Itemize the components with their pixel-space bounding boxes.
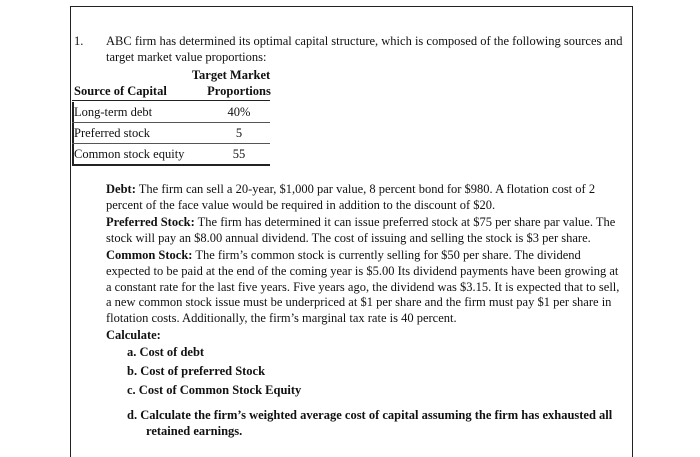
- preferred-text: The firm has determined it can issue preferred stock at $75 per share par value. The stock will pay an $8.00 annual dividend. The cost of issuing and selling the stock is $3 per share.: [106, 215, 616, 245]
- item-d-line2: retained earnings.: [146, 423, 243, 438]
- table-cell-source: Long-term debt: [74, 105, 153, 119]
- common-label: Common Stock:: [106, 248, 193, 263]
- item-b: b. Cost of preferred Stock: [127, 364, 266, 378]
- table-header-row: [72, 84, 270, 101]
- item-c: c. Cost of Common Stock Equity: [127, 383, 302, 397]
- table-row: [72, 144, 270, 166]
- table-row: [72, 102, 270, 123]
- item-a: a. Cost of debt: [127, 345, 205, 359]
- common-paragraph: [106, 248, 626, 326]
- debt-label: Debt:: [106, 182, 136, 196]
- table-header-source: Source of Capital: [74, 84, 167, 98]
- common-text: The firm’s common stock is currently selling for $50 per share. The dividend expected to be paid at the end of the coming year is $5.00 Its dividend payments have been growing at a constant rate for the last five years. Five years ago, the dividend was $3.15. It is expected that to sell, a new common stock issue must be underpriced at $1 per share and the firm must pay $1 per share in flotation costs. Additionally, the firm’s marginal tax rate is 40 percent.: [106, 248, 620, 325]
- table-header-proportions: Proportions: [207, 84, 271, 98]
- table-cell-proportion: 5: [235, 126, 243, 140]
- item-d-line1: d. Calculate the firm’s weighted average cost of capital assuming the firm has exhausted all: [127, 408, 613, 422]
- table-cell-source: Common stock equity: [74, 147, 185, 161]
- table-row: [72, 123, 270, 144]
- debt-paragraph: [106, 182, 626, 213]
- table-header-target-market: Target Market: [191, 68, 271, 82]
- question-number: 1.: [74, 34, 84, 48]
- preferred-label: Preferred Stock:: [106, 215, 195, 230]
- debt-text: The firm can sell a 20-year, $1,000 par value, 8 percent bond for $980. A flotation cost of 2 percent of the face value would be required in addition to the discount of $20.: [106, 182, 596, 212]
- item-d: [127, 408, 627, 439]
- table-cell-proportion: 40%: [227, 105, 251, 119]
- calculate-heading: Calculate:: [106, 328, 161, 343]
- table-cell-proportion: 55: [232, 147, 246, 161]
- preferred-paragraph: [106, 215, 626, 246]
- problem-body: [106, 182, 626, 346]
- calculation-items: [127, 345, 301, 402]
- question-intro: ABC firm has determined its optimal capital structure, which is composed of the following sources and target market value proportions:: [106, 34, 623, 64]
- table-cell-source: Preferred stock: [74, 126, 151, 140]
